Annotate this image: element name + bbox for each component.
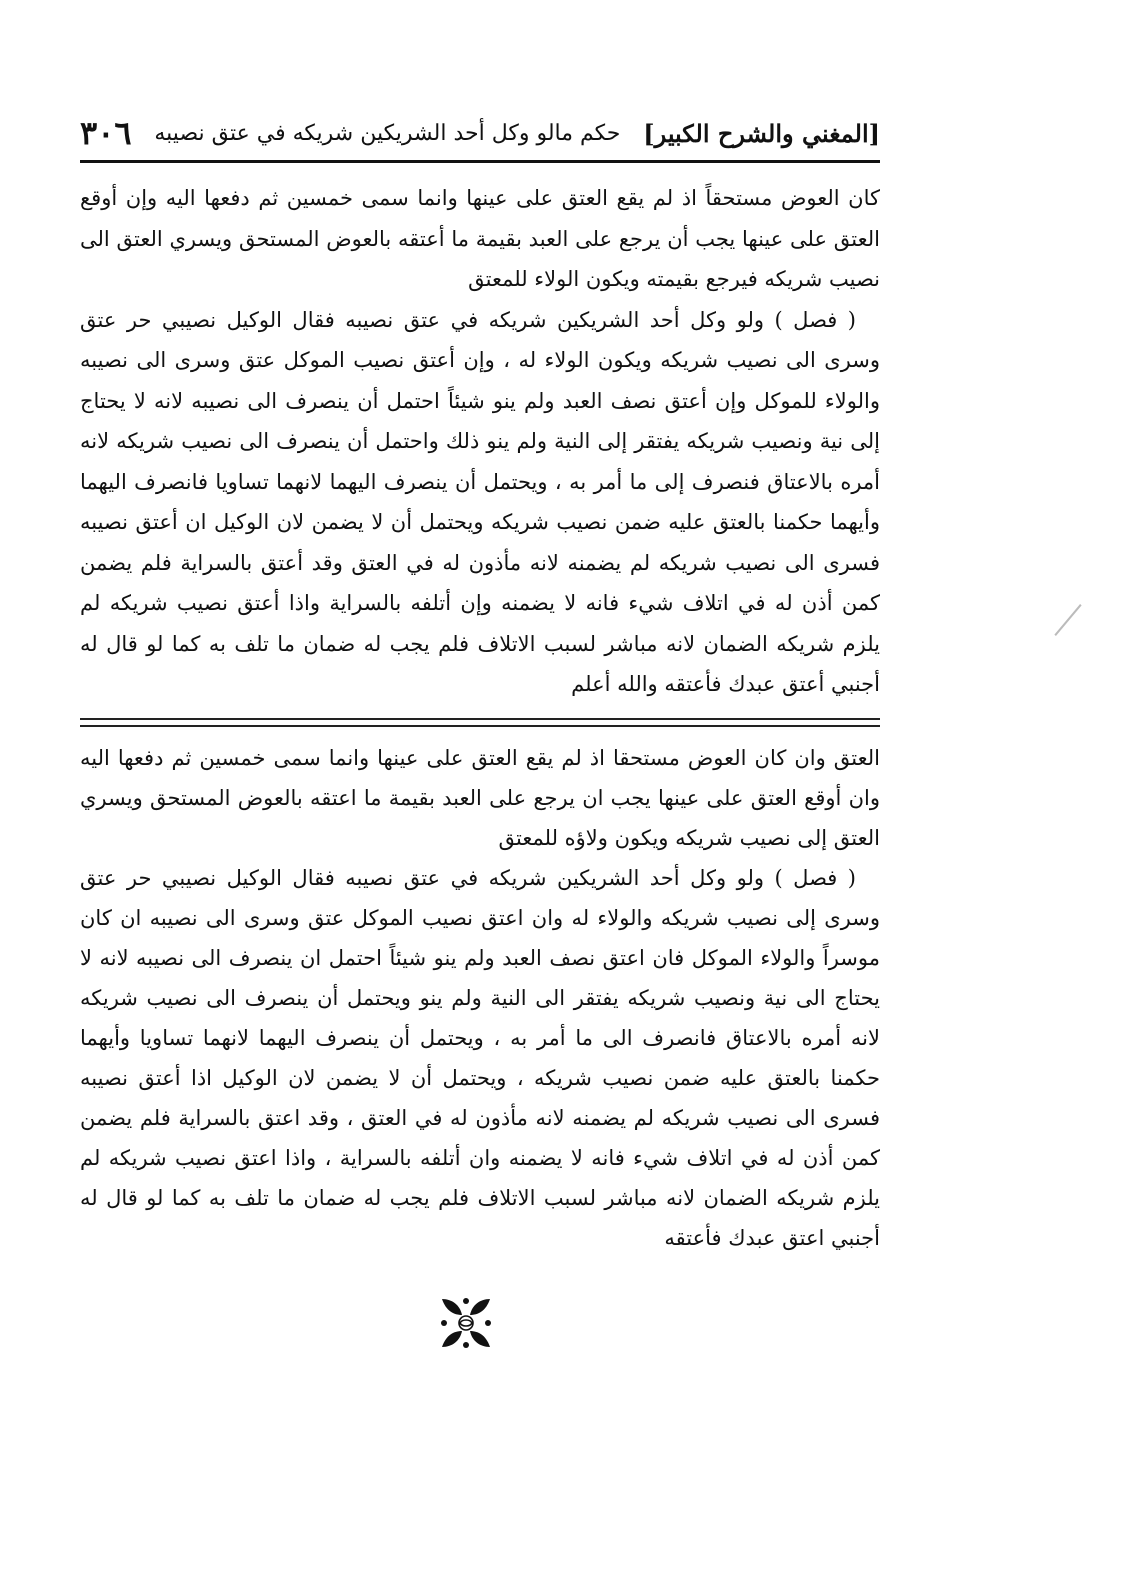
floral-ornament-icon <box>438 1295 494 1351</box>
scan-mark <box>1054 604 1081 636</box>
paragraph: ( فصل ) ولو وكل أحد الشريكين شريكه في عتق نصيبه فقال الوكيل نصيبي حر عتق وسرى الى نصيب شريكه ويكون الولاء له ، وإن أعتق نصيب الموكل عتق وسرى الى نصيبه والولاء للموكل وإن أعتق نصف العبد ولم ينو شيئاً احتمل أن ينصرف الى نصيبه لانه لا يحتاج إلى نية ونصيب شريكه يفتقر إلى النية ولم ينو ذلك واحتمل أن ينصرف الى نصيب شريكه لانه أمره بالاعتاق فنصرف إلى ما أمر به ، ويحتمل أن ينصرف اليهما لانهما تساويا فانصرف اليهما وأيهما حكمنا بالعتق عليه ضمن نصيب شريكه ويحتمل أن لا يضمن لان الوكيل ان أعتق نصيبه فسرى الى نصيب شريكه لم يضمنه لانه مأذون له في العتق وقد أعتق بالسراية فلم يضمن كمن أذن له في اتلاف شيء فانه لا يضمنه وإن أتلفه بالسراية واذا أعتق نصيب شريكه لم يلزم شريكه الضمان لانه مباشر لسبب الاتلاف فلم يجب له ضمان ما تلف به كما لو قال له أجنبي أعتق عبدك فأعتقه والله أعلم <box>80 307 880 696</box>
page-number: ٣٠٦ <box>80 114 132 152</box>
section-mughni <box>80 178 880 723</box>
paragraph: كان العوض مستحقاً اذ لم يقع العتق على عينها وانما سمى خمسين ثم دفعها اليه وإن أوقع العتق على عينها يجب أن يرجع على العبد بقيمة ما أعتقه بالعوض المستحق ويسري العتق الى نصيب شريكه فيرجع بقيمته ويكون الولاء للمعتق <box>80 186 880 291</box>
divider-line <box>80 718 880 720</box>
paragraph: العتق وان كان العوض مستحقا اذ لم يقع العتق على عينها وانما سمى خمسين ثم دفعها اليه وان أوقع العتق على عينها يجب ان يرجع على العبد بقيمة ما اعتقه بالعوض المستحق ويسري العتق إلى نصيب شريكه ويكون ولاؤه للمعتق <box>80 746 880 850</box>
section-divider <box>80 716 880 730</box>
paragraph: ( فصل ) ولو وكل أحد الشريكين شريكه في عتق نصيبه فقال الوكيل نصيبي حر عتق وسرى إلى نصيب شريكه والولاء له وان اعتق نصيب الموكل عتق وسرى الى نصيبه ان كان موسراً والولاء الموكل فان اعتق نصف العبد ولم ينو شيئاً احتمل ان ينصرف الى نصيبه لانه لا يحتاج الى نية ونصيب شريكه يفتقر الى النية ولم ينو ويحتمل أن ينصرف الى نصيب شريكه لانه أمره بالاعتاق فانصرف الى ما أمر به ، ويحتمل أن ينصرف اليهما لانهما تساويا وأيهما حكمنا بالعتق عليه ضمن نصيب شريكه ، ويحتمل أن لا يضمن لان الوكيل اذا أعتق نصيبه فسرى الى نصيب شريكه لم يضمنه لانه مأذون له في العتق ، وقد اعتق بالسراية فلم يضمن كمن أذن له في اتلاف شيء فانه لا يضمنه وان أتلفه بالسراية ، واذا اعتق نصيب شريكه لم يلزم شريكه الضمان لانه مباشر لسبب الاتلاف فلم يجب له ضمان ما تلف به كما لو قال له أجنبي اعتق عبدك فأعتقه <box>80 866 880 1250</box>
page-header <box>80 108 880 158</box>
header-rule <box>80 160 880 163</box>
running-title: حكم مالو وكل أحد الشريكين شريكه في عتق نصيبه <box>154 120 621 146</box>
divider-line <box>80 725 880 727</box>
section-sharh <box>80 738 880 1298</box>
book-title: [المغني والشرح الكبير] <box>643 118 880 148</box>
